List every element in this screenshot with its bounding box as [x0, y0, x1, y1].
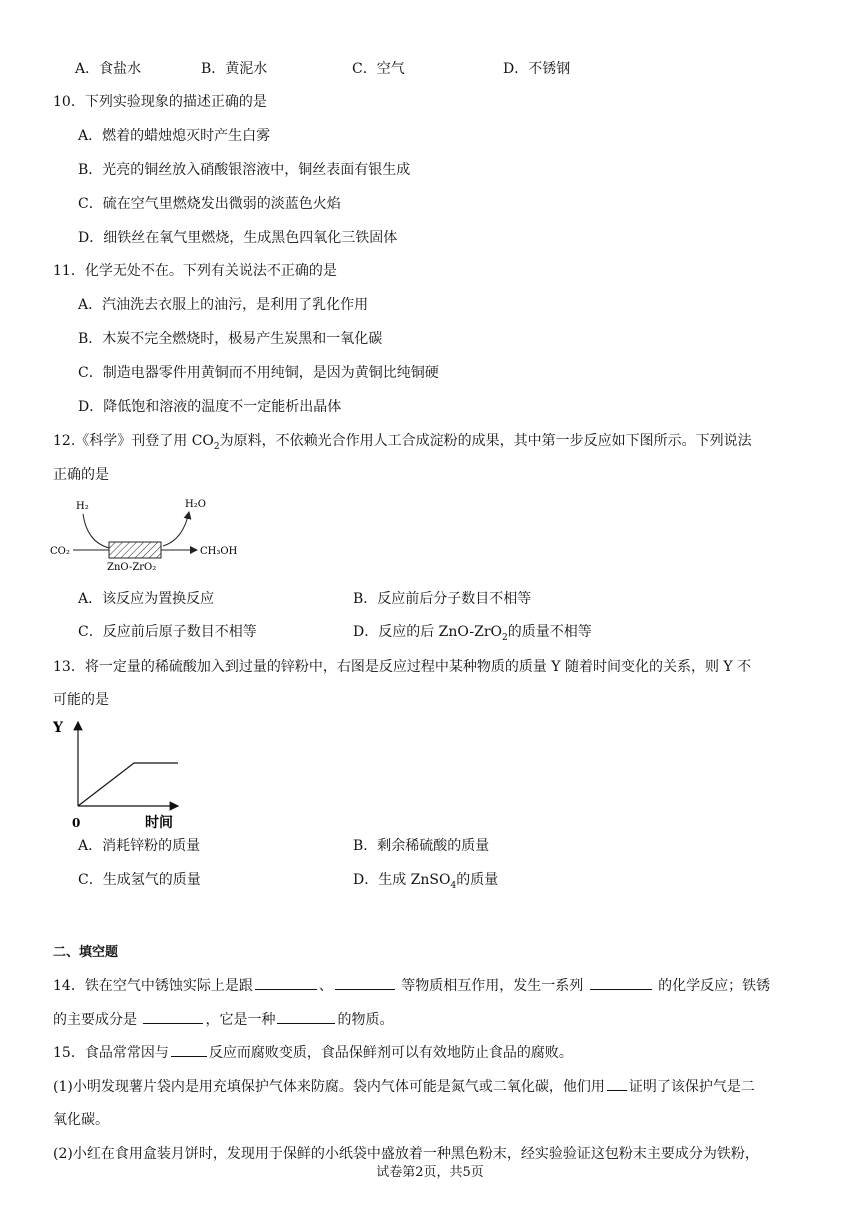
q12-option-b: B．反应前后分子数目不相等 [353, 591, 532, 607]
q15-sub1-line2: 氧化碳。 [53, 1112, 109, 1128]
diagram-h2o-label: H₂O [185, 499, 206, 510]
graph-origin-label: 0 [72, 816, 81, 830]
q14-blank-2[interactable] [335, 975, 395, 990]
q13-option-c: C．生成氢气的质量 [78, 872, 201, 888]
q13-option-a: A．消耗锌粉的质量 [78, 838, 201, 854]
diagram-h2o-arrow [163, 512, 189, 546]
graph-curve [78, 763, 178, 806]
q12-option-a: A．该反应为置换反应 [78, 591, 215, 607]
q10-option-c: C．硫在空气里燃烧发出微弱的淡蓝色火焰 [78, 196, 341, 212]
q15-sub1: (1)小明发现薯片袋内是用充填保护气体来防腐。袋内气体可能是氮气或二氧化碳，他们用 证明了该保护气是二 [53, 1076, 755, 1097]
q11-stem: 11．化学无处不在。下列有关说法不正确的是 [53, 263, 337, 279]
graph-y-label: Y [53, 720, 63, 736]
diagram-catalyst-box [109, 542, 161, 558]
q13-option-b: B．剩余稀硫酸的质量 [353, 838, 490, 854]
q12-option-d: D．反应的后 ZnO-ZrO$_2$的质量不相等 [353, 624, 592, 643]
q12-option-c: C．反应前后原子数目不相等 [78, 624, 257, 640]
q10-option-d: D．细铁丝在氧气里燃烧，生成黑色四氧化三铁固体 [78, 230, 398, 246]
diagram-co2-label: CO₂ [50, 546, 70, 557]
q13-stem-line2: 可能的是 [53, 692, 109, 708]
q9-option-c: C．空气 [352, 61, 405, 77]
q12-stem: 12.《科学》刊登了用 $CO_2$为原料，不依赖光合作用人工合成淀粉的成果，其中第一步反应如下图所示。下列说法 [53, 433, 752, 452]
q13-option-d: D．生成 ZnSO$_4$的质量 [353, 872, 499, 891]
page-footer: 试卷第2页，共5页 [376, 1165, 484, 1180]
q15-stem: 15．食品常常因与 反应而腐败变质，食品保鲜剂可以有效地防止食品的腐败。 [53, 1042, 573, 1063]
diagram-h2-label: H₂ [76, 501, 89, 512]
q15-blank-2[interactable] [607, 1076, 627, 1091]
q15-sub2: (2)小红在食用盒装月饼时，发现用于保鲜的小纸袋中盛放着一种黑色粉末，经实验验证这包粉末主要成分为铁粉， [53, 1146, 759, 1162]
q10-option-a: A．燃着的蜡烛熄灭时产生白雾 [78, 128, 271, 144]
q10-stem: 10．下列实验现象的描述正确的是 [53, 94, 267, 110]
q14-line2: 的主要成分是 ，它是一种 的物质。 [53, 1009, 393, 1030]
q14-blank-3[interactable] [590, 975, 652, 990]
section-title-fill-in: 二、填空题 [53, 945, 119, 960]
diagram-h2-curve [83, 514, 109, 548]
q14-blank-1[interactable] [255, 975, 317, 990]
q15-blank-1[interactable] [171, 1042, 207, 1057]
q11-option-b: B．木炭不完全燃烧时，极易产生炭黑和一氧化碳 [78, 331, 383, 347]
q9-option-d: D．不锈钢 [503, 61, 571, 77]
q10-option-b: B．光亮的铜丝放入硝酸银溶液中，铜丝表面有银生成 [78, 162, 411, 178]
q13-stem: 13．将一定量的稀硫酸加入到过量的锌粉中，右图是反应过程中某种物质的质量 Y 随着时间变化的关系，则 Y 不 [53, 659, 752, 675]
q14-blank-5[interactable] [277, 1009, 335, 1024]
q9-option-b: B．黄泥水 [201, 61, 268, 77]
q13-graph [50, 712, 190, 832]
q14-blank-4[interactable] [143, 1009, 203, 1024]
q11-option-c: C．制造电器零件用黄铜而不用纯铜，是因为黄铜比纯铜硬 [78, 365, 439, 381]
q11-option-a: A．汽油洗去衣服上的油污，是利用了乳化作用 [78, 297, 369, 313]
q9-option-a: A．食盐水 [75, 61, 142, 77]
q14-line1: 14．铁在空气中锈蚀实际上是跟 、 等物质相互作用，发生一系列 的化学反应；铁锈 [53, 975, 770, 996]
q12-stem-line2: 正确的是 [53, 467, 109, 483]
graph-x-label: 时间 [145, 815, 173, 831]
diagram-catalyst-label: ZnO-ZrO₂ [107, 562, 157, 573]
q11-option-d: D．降低饱和溶液的温度不一定能析出晶体 [78, 399, 342, 415]
diagram-ch3oh-label: CH₃OH [200, 546, 238, 557]
q12-reaction-diagram [45, 492, 255, 576]
